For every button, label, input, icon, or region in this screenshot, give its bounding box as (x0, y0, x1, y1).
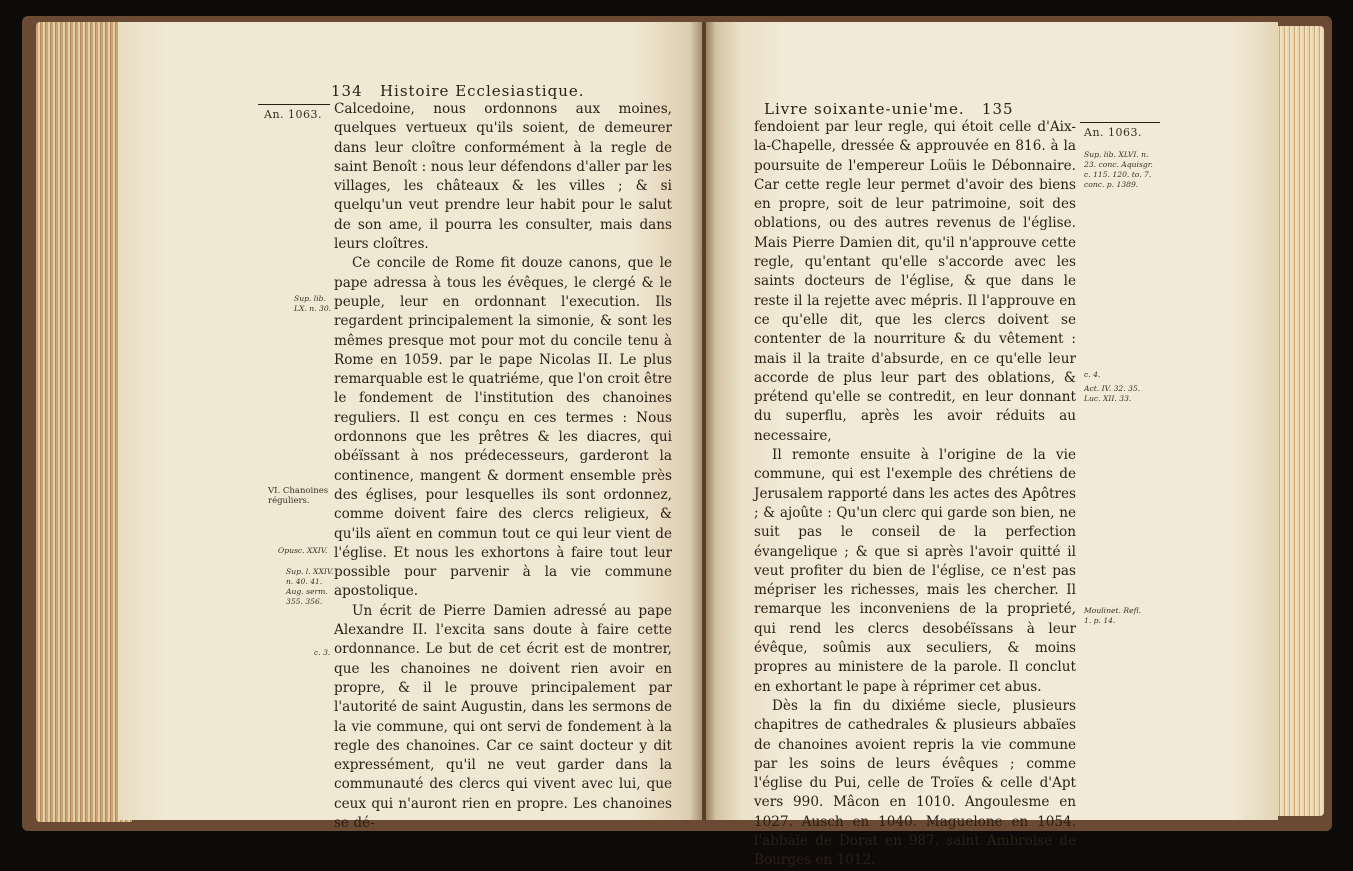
right-margin-note-act: Act. IV. 32. 35. Luc. XII. 33. (1084, 384, 1141, 403)
right-paragraph-2: Il remonte ensuite à l'origine de la vie commune, qui est l'exemple des chrétiens de Jerusalem rapporté dans les actes des Apôtres ; & ajoûte : Qu'un clerc qui garde son bien, ne suit pas le conseil de la perfection évangelique ; & que si après l'avoir quitté il veut profiter du bien de l'église, ce n'est pas mépriser les richesses, mais les chercher. Il remarque les inconveniens de la proprieté, qui rend les clercs desobéïssans à leur évêque, soûmis aux seculiers, & moins propres au ministere de la parole. Il conclut en exhortant le pape à réprimer cet abus. (754, 447, 1076, 695)
right-page-number: 135 (981, 100, 1014, 118)
left-running-title: Histoire Ecclesiastique. (379, 82, 585, 100)
right-page (706, 22, 1278, 869)
left-page (118, 22, 702, 831)
right-running-title: Livre soixante-unie'me. (764, 100, 965, 118)
left-year-rule (258, 104, 330, 105)
left-year-note: An. 1063. (264, 108, 323, 121)
right-page-edges (1272, 26, 1324, 816)
right-margin-note-sup: Sup. lib. XLVI. n. 23. conc. Aquisgr. c. 115. 120. to. 7. conc. p. 1389. (1084, 150, 1153, 189)
right-running-head (764, 100, 1014, 118)
right-margin-note-c4: c. 4. (1084, 370, 1101, 379)
left-running-head (331, 82, 585, 100)
right-year-rule (1080, 122, 1160, 123)
left-margin-note-opusc: Opusc. XXIV. (278, 546, 328, 555)
right-body-text (754, 118, 1076, 871)
book-gutter-shadow (690, 22, 716, 820)
left-paragraph-1: Calcedoine, nous ordonnons aux moines, quelques vertueux qu'ils soient, de demeurer dans leur cloître conformément à la regle de saint Benoît : nous leur défendons d'aller par les villages, les châteaux & les villes ; & si quelqu'un veut prendre leur habit pour le salut de son ame, il pourra les consulter, mais dans leurs cloîtres. (334, 101, 672, 253)
left-body-text (334, 100, 672, 833)
left-paragraph-2: Ce concile de Rome fit douze canons, que le pape adressa à tous les évêques, le clergé & le peuple, leur en ordonnant l'execution. Ils regardent principalement la simonie, & sont les mêmes presque mot pour mot du concile tenu à Rome en 1059. par le pape Nicolas II. Le plus remarquable est le quatriéme, que l'on croit être le fondement de l'institution des chanoines reguliers. Il est conçu en ces termes : Nous ordonnons que les prêtres & les diacres, qui obéïssant à nos prédecesseurs, garderont la continence, mangent & dorment ensemble près des églises, pour lesquelles ils sont ordonnez, comme doivent faire des clercs religieux, & qu'ils aïent en commun tout ce qui leur vient de l'église. Et nous les exhortons à faire tout leur possible pour parvenir à la vie commune apostolique. (334, 255, 672, 600)
left-margin-note-sup: Sup. lib. LX. n. 30. (294, 294, 332, 313)
left-page-number: 134 (331, 82, 363, 100)
left-margin-note-sup2: Sup. l. XXIV. n. 40. 41. Aug. serm. 355. 356. (286, 567, 334, 606)
right-paragraph-3: Dès la fin du dixiéme siecle, plusieurs chapitres de cathedrales & plusieurs abbaïes de chanoines avoient repris la vie commune par les soins de leurs évêques ; comme l'église du Pui, celle de Troïes & celle d'Apt vers 990. Mâcon en 1010. Angoulesme en 1027. Ausch en 1040. Maguelone en 1054. l'abbaïe de Dorat en 987. saint Ambroise de Bourges en 1012. (754, 697, 1076, 869)
left-margin-note-section: VI. Chanoines réguliers. (268, 486, 329, 506)
right-paragraph-1: fendoient par leur regle, qui étoit celle d'Aix-la-Chapelle, dressée & approuvée en 816. à la poursuite de l'empereur Loüis le Débonnaire. Car cette regle leur permet d'avoir des biens en propre, soit de leur patrimoine, soit des oblations, ou des autres revenus de l'église. Mais Pierre Damien dit, qu'il n'approuve cette regle, qu'entant qu'elle s'accorde avec les saints docteurs de l'église, & que dans le reste il la rejette avec mépris. Il l'approuve en ce qu'elle dit, que les clercs doivent se contenter de la nourriture & du vêtement : mais il la traite d'absurde, en ce qu'elle leur accorde de plus leur part des oblations, & prétend qu'elle se contredit, en leur donnant du superflu, après les avoir réduits au necessaire, (754, 119, 1076, 444)
left-margin-note-c3: c. 3. (314, 648, 331, 657)
right-year-note: An. 1063. (1084, 126, 1143, 139)
right-margin-note-moulinet: Moulinet. Refl. 1. p. 14. (1084, 606, 1142, 625)
left-paragraph-3: Un écrit de Pierre Damien adressé au pape Alexandre II. l'excita sans doute à faire cette ordonnance. Le but de cet écrit est de montrer, que les chanoines ne doivent rien avoir en propre, & il le prouve principalement par l'autorité de saint Augustin, dans les sermons de la vie commune, qui ont servi de fondement à la regle des chanoines. Car ce saint docteur y dit expressément, qu'il ne veut garder dans la communauté des clercs qui vivent avec lui, que ceux qui n'auront rien en propre. Les chanoines se dé- (334, 602, 672, 831)
